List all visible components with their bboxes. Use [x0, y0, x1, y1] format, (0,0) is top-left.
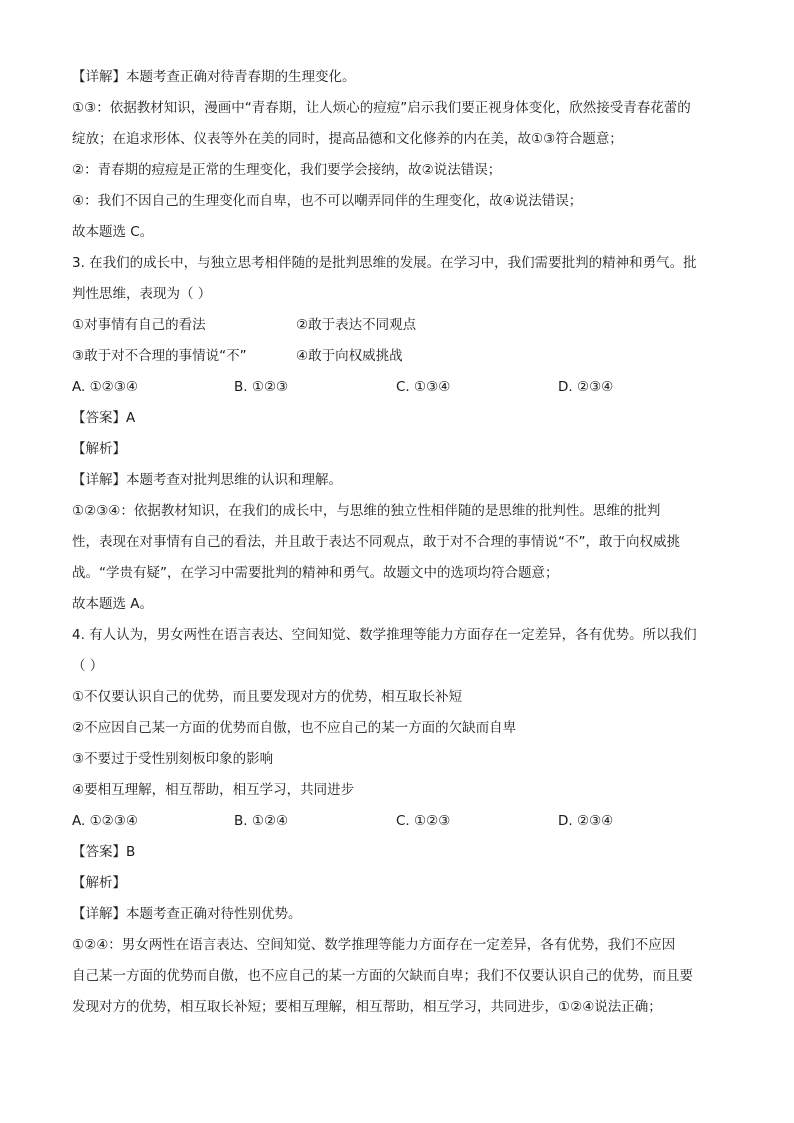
q3-analysis-label: 【解析】 — [72, 441, 126, 457]
q4-choice-c: C. ①②③ — [396, 813, 451, 829]
q3-options-row1 — [72, 310, 724, 341]
q3-choice-a: A. ①②③④ — [72, 379, 138, 395]
q3-stem-line2: 判性思维，表现为（ ） — [72, 286, 212, 302]
q3-explanation-line1: ①②③④：依据教材知识，在我们的成长中，与思维的独立性相伴随的是思维的批判性。思维的批判 — [72, 503, 661, 519]
q3-choice-d: D. ②③④ — [558, 379, 614, 395]
q4-stem-line1: 4. 有人认为，男女两性在语言表达、空间知觉、数学推理等能力方面存在一定差异，各有优势。所以我们 — [72, 627, 697, 643]
q3-explanation-line3: 战。“学贵有疑”，在学习中需要批判的精神和勇气。故题文中的选项均符合题意； — [72, 565, 559, 581]
q4-choice-b: B. ①②④ — [234, 813, 289, 829]
q2-explanation-2: ②：青春期的痘痘是正常的生理变化，我们要学会接纳，故②说法错误； — [72, 162, 502, 178]
q3-options-row2 — [72, 341, 724, 372]
q2-explanation-4: ④：我们不因自己的生理变化而自卑，也不可以嘲弄同伴的生理变化，故④说法错误； — [72, 193, 583, 209]
q4-option-2: ②不应因自己某一方面的优势而自傲，也不应自己的某一方面的欠缺而自卑 — [72, 720, 517, 736]
q3-detail: 【详解】本题考查对批判思维的认识和理解。 — [72, 472, 342, 488]
document-page — [72, 62, 724, 1023]
q4-choice-d: D. ②③④ — [558, 813, 614, 829]
q3-answer: 【答案】A — [72, 410, 136, 426]
q2-explanation-13-line1: ①③：依据教材知识，漫画中“青春期，让人烦心的痘痘”启示我们要正视身体变化，欣然接受青春花蕾的 — [72, 100, 691, 116]
q4-choice-a: A. ①②③④ — [72, 813, 138, 829]
q3-choice-c: C. ①③④ — [396, 379, 451, 395]
q4-explanation-line3: 发现对方的优势，相互取长补短；要相互理解，相互帮助，相互学习，共同进步，①②④说法正确； — [72, 999, 662, 1015]
q4-option-3: ③不要过于受性别刻板印象的影响 — [72, 751, 274, 767]
q4-stem-line2: （ ） — [72, 658, 104, 674]
q2-conclusion: 故本题选 C。 — [72, 224, 154, 240]
q4-option-1: ①不仅要认识自己的优势，而且要发现对方的优势，相互取长补短 — [72, 689, 463, 705]
q2-detail: 【详解】本题考查正确对待青春期的生理变化。 — [72, 69, 356, 85]
q4-option-4: ④要相互理解，相互帮助，相互学习，共同进步 — [72, 782, 355, 798]
q3-option-3: ③敢于对不合理的事情说“不” — [72, 348, 247, 364]
q4-detail: 【详解】本题考查正确对待性别优势。 — [72, 906, 302, 922]
q4-answer: 【答案】B — [72, 844, 136, 860]
q4-choices — [72, 806, 724, 837]
q4-analysis-label: 【解析】 — [72, 875, 126, 891]
q4-explanation-line1: ①②④：男女两性在语言表达、空间知觉、数学推理等能力方面存在一定差异，各有优势，我们不应因 — [72, 937, 676, 953]
q3-conclusion: 故本题选 A。 — [72, 596, 154, 612]
q3-option-1: ①对事情有自己的看法 — [72, 317, 206, 333]
q2-explanation-13-line2: 绽放；在追求形体、仪表等外在美的同时，提高品德和文化修养的内在美，故①③符合题意； — [72, 131, 623, 147]
q3-choice-b: B. ①②③ — [234, 379, 289, 395]
q3-option-4: ④敢于向权威挑战 — [296, 348, 403, 364]
q3-explanation-line2: 性，表现在对事情有自己的看法，并且敢于表达不同观点，敢于对不合理的事情说“不”，敢于向权威挑 — [72, 534, 680, 550]
q3-choices — [72, 372, 724, 403]
q3-option-2: ②敢于表达不同观点 — [296, 317, 417, 333]
q4-explanation-line2: 自己某一方面的优势而自傲，也不应自己的某一方面的欠缺而自卑；我们不仅要认识自己的优势，而且要 — [72, 968, 693, 984]
q3-stem-line1: 3. 在我们的成长中，与独立思考相伴随的是批判思维的发展。在学习中，我们需要批判的精神和勇气。批 — [72, 255, 697, 271]
